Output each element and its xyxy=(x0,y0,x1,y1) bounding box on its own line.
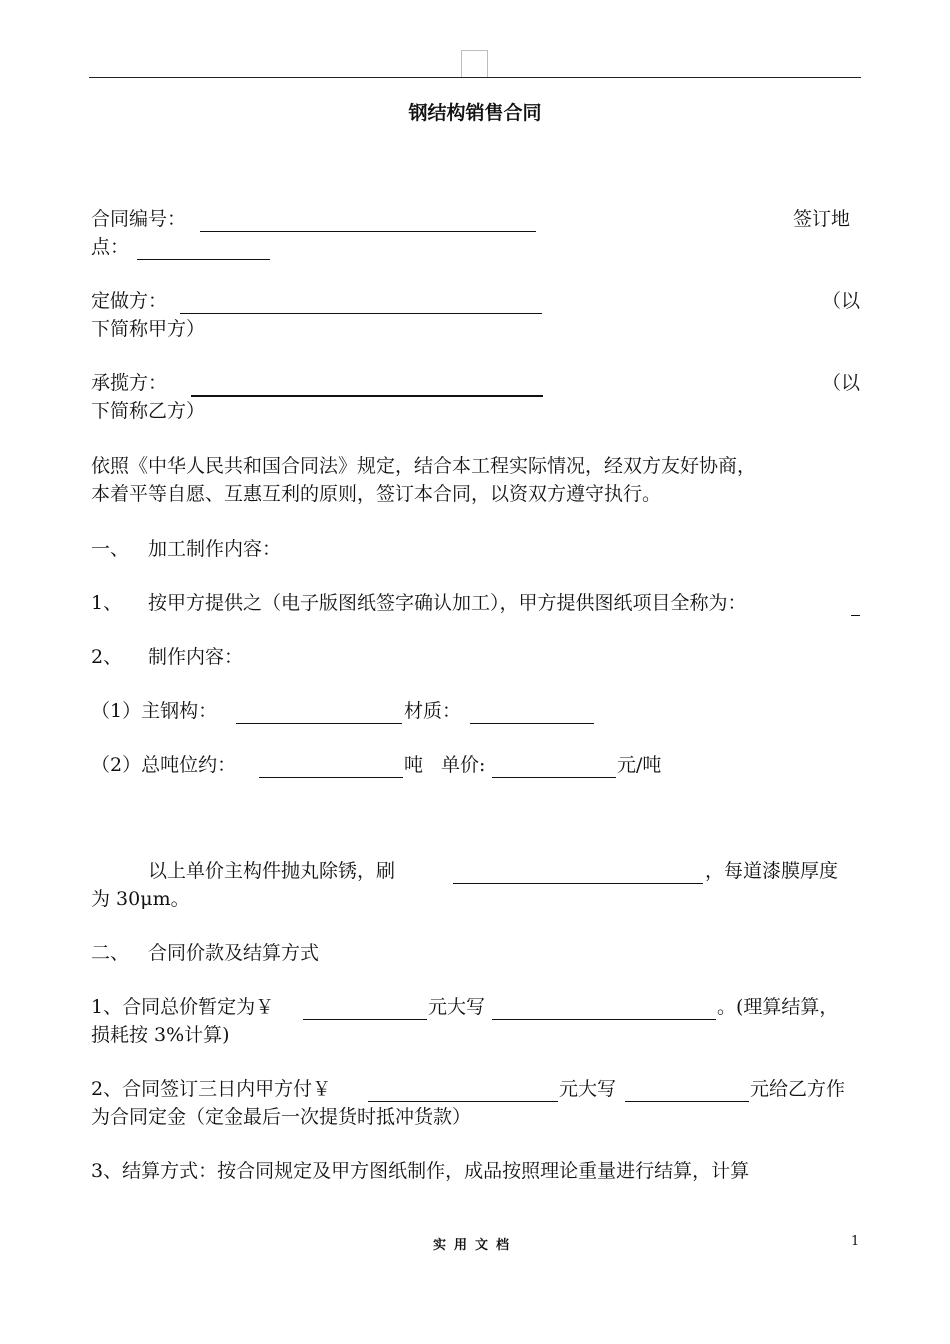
item2-text: 制作内容： xyxy=(148,646,244,668)
header-rule xyxy=(89,77,861,78)
party-b-label: 承揽方： xyxy=(91,372,168,394)
sub2-price-label: 单价: xyxy=(441,754,486,776)
price2-prefix: 2、合同签订三日内甲方付￥ xyxy=(91,1078,332,1100)
sign-place-blank[interactable] xyxy=(137,259,270,260)
sign-place-label-1: 签订地 xyxy=(793,208,851,230)
intro-line-1: 依照《中华人民共和国合同法》规定，结合本工程实际情况，经双方友好协商， xyxy=(91,455,757,477)
paint-line-1: 以上单价主构件抛丸除锈，刷 xyxy=(148,860,396,882)
price1-line-2: 损耗按 3%计算) xyxy=(91,1024,230,1046)
sub2-label: （2）总吨位约： xyxy=(91,754,237,776)
party-b-blank[interactable] xyxy=(191,395,543,397)
material-blank[interactable] xyxy=(470,723,594,724)
price1-middle: 元大写 xyxy=(428,996,486,1018)
section2-number: 二、 xyxy=(91,942,130,964)
sub2-ton-unit: 吨 xyxy=(404,754,424,776)
project-name-blank[interactable] xyxy=(851,615,860,616)
price3-line-1: 3、结算方式：按合同规定及甲方图纸制作，成品按照理论重量进行结算，计算 xyxy=(91,1160,750,1182)
section2-title: 合同价款及结算方式 xyxy=(148,942,320,964)
deposit-words-blank[interactable] xyxy=(625,1101,749,1102)
section1-number: 一、 xyxy=(91,538,130,560)
unit-price-blank[interactable] xyxy=(492,777,616,778)
main-steel-blank[interactable] xyxy=(236,723,402,724)
total-price-blank[interactable] xyxy=(303,1019,427,1020)
contract-no-blank[interactable] xyxy=(200,231,536,232)
sub1-label: （1）主钢构： xyxy=(91,700,218,722)
party-b-suffix-2: 下简称乙方） xyxy=(91,400,206,422)
price1-prefix: 1、合同总价暂定为￥ xyxy=(91,996,275,1018)
party-a-blank[interactable] xyxy=(180,313,542,314)
party-a-suffix-1: （以 xyxy=(822,290,861,312)
price2-middle: 元大写 xyxy=(559,1078,617,1100)
document-title: 钢结构销售合同 xyxy=(408,102,542,124)
total-price-words-blank[interactable] xyxy=(492,1019,716,1020)
sub2-price-unit: 元/吨 xyxy=(617,754,662,776)
item1-number: 1、 xyxy=(91,592,123,614)
paint-line-2: 为 30μm。 xyxy=(91,888,190,910)
paint-blank[interactable] xyxy=(453,883,703,884)
header-box xyxy=(461,50,488,77)
party-b-suffix-1: （以 xyxy=(822,372,861,394)
price2-suffix: 元给乙方作 xyxy=(750,1078,846,1100)
price2-line-2: 为合同定金（定金最后一次提货时抵冲货款） xyxy=(91,1106,472,1128)
contract-no-label: 合同编号： xyxy=(91,208,187,230)
party-a-suffix-2: 下简称甲方） xyxy=(91,318,206,340)
section1-title: 加工制作内容： xyxy=(148,538,282,560)
item2-number: 2、 xyxy=(91,646,123,668)
price1-suffix: 。(理算结算， xyxy=(717,996,839,1018)
sub1-material-label: 材质： xyxy=(404,700,462,722)
intro-line-2: 本着平等自愿、互惠互利的原则，签订本合同，以资双方遵守执行。 xyxy=(91,483,662,505)
paint-line-1-end: ，每道漆膜厚度 xyxy=(705,860,839,882)
sign-place-label-2: 点： xyxy=(91,236,130,258)
party-a-label: 定做方： xyxy=(91,290,168,312)
page-number: 1 xyxy=(851,1234,860,1249)
deposit-blank[interactable] xyxy=(368,1101,558,1102)
footer-label: 实用文档 xyxy=(432,1238,517,1253)
item1-text: 按甲方提供之（电子版图纸签字确认加工），甲方提供图纸项目全称为： xyxy=(148,592,747,614)
tonnage-blank[interactable] xyxy=(259,777,403,778)
